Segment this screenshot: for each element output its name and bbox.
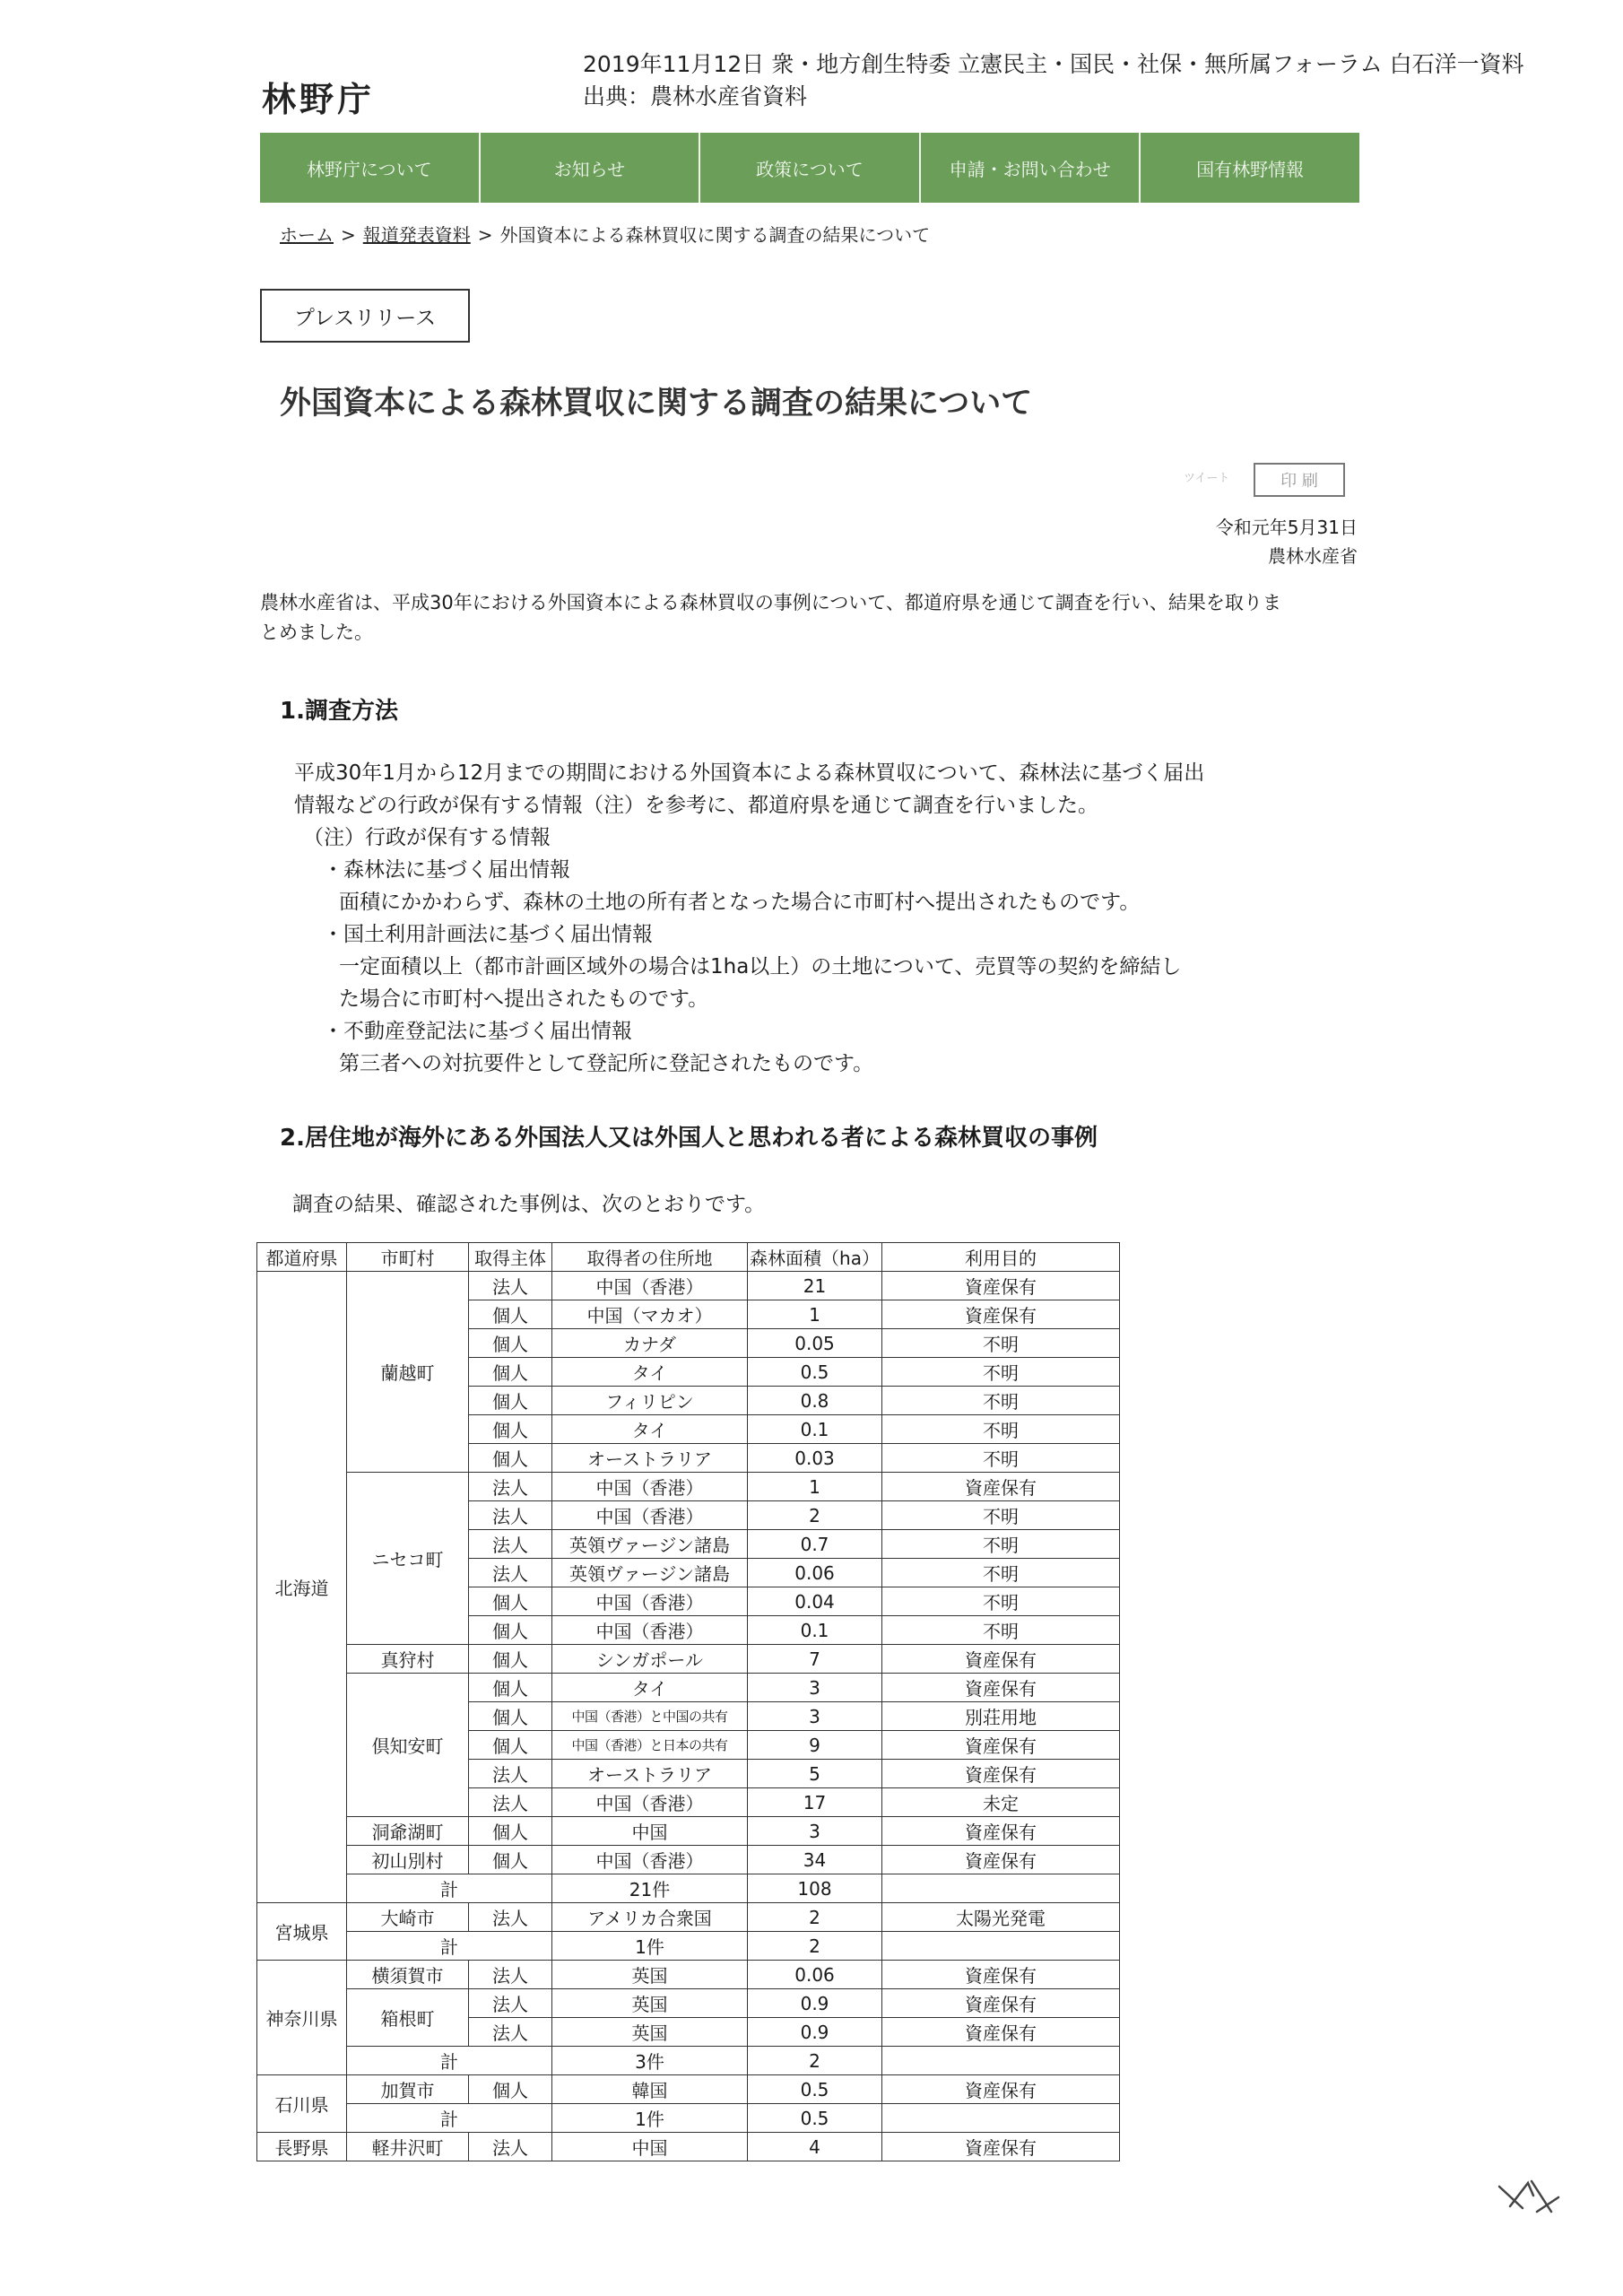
cell-acquirer-type: 個人: [469, 1415, 552, 1444]
breadcrumb-press-link[interactable]: 報道発表資料: [362, 224, 471, 246]
cell-address: 中国（香港）: [552, 1473, 748, 1501]
cell-acquirer-type: 個人: [469, 1444, 552, 1473]
cell-address: タイ: [552, 1358, 748, 1387]
cell-purpose: 資産保有: [882, 2075, 1120, 2104]
cell-subtotal-label: 計: [347, 1874, 552, 1903]
cell-subtotal-label: 計: [347, 2047, 552, 2075]
cell-purpose: 不明: [882, 1559, 1120, 1587]
cell-area: 0.1: [748, 1616, 882, 1645]
breadcrumb-current: 外国資本による森林買収に関する調査の結果について: [499, 224, 931, 246]
table-row: [257, 2133, 1120, 2161]
table-row: [257, 1846, 1120, 1874]
cell-purpose: 不明: [882, 1501, 1120, 1530]
method-bullet-detail: 第三者への対抗要件として登記所に登記されたものです。: [339, 1052, 874, 1075]
cell-purpose: 不明: [882, 1415, 1120, 1444]
cell-purpose: 資産保有: [882, 1961, 1120, 1989]
cases-lead-text: 調査の結果、確認された事例は、次のとおりです。: [292, 1193, 766, 1216]
cell-address: 中国（香港）: [552, 1846, 748, 1874]
cell-purpose: 資産保有: [882, 1760, 1120, 1788]
cell-address: 英領ヴァージン諸島: [552, 1559, 748, 1587]
cell-area: 3: [748, 1702, 882, 1731]
table-row: [257, 1645, 1120, 1674]
cell-address: フィリピン: [552, 1387, 748, 1415]
cell-area: 0.03: [748, 1444, 882, 1473]
cell-address: 韓国: [552, 2075, 748, 2104]
table-row: [257, 1903, 1120, 1932]
cell-purpose: 不明: [882, 1587, 1120, 1616]
cell-acquirer-type: 個人: [469, 1645, 552, 1674]
cell-purpose: 不明: [882, 1444, 1120, 1473]
cell-address: アメリカ合衆国: [552, 1903, 748, 1932]
cell-address: オーストラリア: [552, 1760, 748, 1788]
method-note-heading: （注）行政が保有する情報: [303, 826, 551, 849]
cell-acquirer-type: 法人: [469, 1473, 552, 1501]
handwritten-page-mark: [1496, 2170, 1567, 2224]
cell-address: 中国: [552, 2133, 748, 2161]
cell-address: 中国: [552, 1817, 748, 1846]
method-bullet-detail: 面積にかかわらず、森林の土地の所有者となった場合に市町村へ提出されたものです。: [339, 891, 1141, 914]
method-bullet: ・森林法に基づく届出情報: [323, 858, 570, 882]
global-nav: [260, 133, 1359, 203]
cell-area: 3: [748, 1674, 882, 1702]
col-header-municipality: 市町村: [347, 1243, 469, 1272]
print-button[interactable]: 印 刷: [1254, 463, 1345, 497]
cell-purpose: [882, 2104, 1120, 2133]
cell-municipality: 真狩村: [347, 1645, 469, 1674]
cell-acquirer-type: 個人: [469, 1616, 552, 1645]
cell-area: 0.7: [748, 1530, 882, 1559]
method-line: 平成30年1月から12月までの期間における外国資本による森林買収について、森林法に基づく届出: [294, 761, 1205, 785]
cell-purpose: 資産保有: [882, 2133, 1120, 2161]
nav-item-about[interactable]: 林野庁について: [260, 133, 481, 203]
col-header-prefecture: 都道府県: [257, 1243, 347, 1272]
cell-acquirer-type: 個人: [469, 1846, 552, 1874]
cell-subtotal-area: 2: [748, 2047, 882, 2075]
table-subtotal-row: [257, 2047, 1120, 2075]
table-subtotal-row: [257, 1932, 1120, 1961]
table-row: [257, 1961, 1120, 1989]
cell-purpose: 不明: [882, 1530, 1120, 1559]
forest-purchase-table: [256, 1242, 1120, 2161]
release-date: 令和元年5月31日: [1215, 517, 1358, 538]
intro-line: とめました。: [260, 622, 373, 643]
cell-subtotal-area: 108: [748, 1874, 882, 1903]
cell-purpose: 不明: [882, 1329, 1120, 1358]
cell-address: 中国（香港）と日本の共有: [552, 1731, 748, 1760]
cell-acquirer-type: 法人: [469, 1788, 552, 1817]
cell-area: 0.1: [748, 1415, 882, 1444]
nav-item-national-forest[interactable]: 国有林野情報: [1196, 158, 1305, 180]
press-release-badge: プレスリリース: [260, 289, 470, 343]
cell-subtotal-area: 0.5: [748, 2104, 882, 2133]
method-bullet-detail: た場合に市町村へ提出されたものです。: [339, 987, 709, 1011]
cell-acquirer-type: 法人: [469, 2018, 552, 2047]
handout-annotation-line1: 2019年11月12日 衆・地方創生特委 立憲民主・国民・社保・無所属フォーラム 白石洋一資料: [583, 51, 1524, 77]
cell-purpose: [882, 1932, 1120, 1961]
cell-municipality: 加賀市: [347, 2075, 469, 2104]
cell-municipality: 蘭越町: [347, 1272, 469, 1473]
cell-area: 0.8: [748, 1387, 882, 1415]
cell-acquirer-type: 法人: [469, 1559, 552, 1587]
table-row: [257, 1473, 1120, 1501]
cell-area: 0.06: [748, 1961, 882, 1989]
breadcrumb-home-link[interactable]: ホーム: [280, 224, 334, 246]
cell-acquirer-type: 法人: [469, 1989, 552, 2018]
cell-purpose: 資産保有: [882, 1989, 1120, 2018]
method-bullet: ・不動産登記法に基づく届出情報: [323, 1020, 632, 1043]
table-row: [257, 1674, 1120, 1702]
cell-acquirer-type: 法人: [469, 1501, 552, 1530]
cell-address: 英領ヴァージン諸島: [552, 1530, 748, 1559]
cell-prefecture: 石川県: [257, 2075, 347, 2133]
cell-municipality: 洞爺湖町: [347, 1817, 469, 1846]
cell-area: 1: [748, 1473, 882, 1501]
cell-area: 17: [748, 1788, 882, 1817]
cell-area: 0.9: [748, 1989, 882, 2018]
table-subtotal-row: [257, 1874, 1120, 1903]
cell-municipality: ニセコ町: [347, 1473, 469, 1645]
cell-area: 0.5: [748, 2075, 882, 2104]
section-heading-cases: 2.居住地が海外にある外国法人又は外国人と思われる者による森林買収の事例: [280, 1125, 1098, 1152]
cell-acquirer-type: 法人: [469, 1903, 552, 1932]
cell-acquirer-type: 個人: [469, 1731, 552, 1760]
cell-municipality: 軽井沢町: [347, 2133, 469, 2161]
cell-acquirer-type: 個人: [469, 1587, 552, 1616]
cell-purpose: 資産保有: [882, 1300, 1120, 1329]
cell-address: 英国: [552, 1989, 748, 2018]
cell-acquirer-type: 個人: [469, 1358, 552, 1387]
cell-acquirer-type: 個人: [469, 1674, 552, 1702]
cell-acquirer-type: 個人: [469, 2075, 552, 2104]
section-heading-method: 1.調査方法: [280, 698, 398, 725]
issuing-organization: 農林水産省: [1268, 545, 1358, 567]
cell-area: 5: [748, 1760, 882, 1788]
cell-address: オーストラリア: [552, 1444, 748, 1473]
cell-acquirer-type: 個人: [469, 1817, 552, 1846]
cell-municipality: 大崎市: [347, 1903, 469, 1932]
cell-purpose: [882, 1874, 1120, 1903]
cell-purpose: 資産保有: [882, 1846, 1120, 1874]
cell-purpose: 資産保有: [882, 1645, 1120, 1674]
cell-address: 中国（香港）: [552, 1501, 748, 1530]
col-header-forest-area: 森林面積（ha）: [748, 1243, 882, 1272]
cell-acquirer-type: 法人: [469, 2133, 552, 2161]
cell-area: 3: [748, 1817, 882, 1846]
cell-address: 英国: [552, 1961, 748, 1989]
nav-item-contact[interactable]: 申請・お問い合わせ: [921, 133, 1141, 203]
breadcrumb-separator: >: [341, 224, 356, 246]
cell-purpose: 太陽光発電: [882, 1903, 1120, 1932]
cell-subtotal-label: 計: [347, 2104, 552, 2133]
cell-subtotal-label: 計: [347, 1932, 552, 1961]
cell-area: 21: [748, 1272, 882, 1300]
cell-subtotal-count: 3件: [552, 2047, 748, 2075]
cell-subtotal-count: 21件: [552, 1874, 748, 1903]
table-row: [257, 1989, 1120, 2018]
table-row: [257, 1817, 1120, 1846]
cell-address: 中国（マカオ）: [552, 1300, 748, 1329]
cell-purpose: 資産保有: [882, 2018, 1120, 2047]
cell-acquirer-type: 個人: [469, 1702, 552, 1731]
cell-purpose: 不明: [882, 1616, 1120, 1645]
cell-address: シンガポール: [552, 1645, 748, 1674]
cell-purpose: 資産保有: [882, 1473, 1120, 1501]
cell-purpose: 資産保有: [882, 1272, 1120, 1300]
nav-item-policy[interactable]: 政策について: [700, 133, 921, 203]
nav-item-news[interactable]: お知らせ: [481, 133, 701, 203]
cell-prefecture: 長野県: [257, 2133, 347, 2161]
method-body: [294, 757, 1204, 1080]
cell-purpose: 未定: [882, 1788, 1120, 1817]
method-line: 情報などの行政が保有する情報（注）を参考に、都道府県を通じて調査を行いました。: [294, 794, 1098, 817]
col-header-acquirer-type: 取得主体: [469, 1243, 552, 1272]
cell-purpose: 別荘用地: [882, 1702, 1120, 1731]
cell-acquirer-type: 個人: [469, 1329, 552, 1358]
cell-municipality: 横須賀市: [347, 1961, 469, 1989]
cell-acquirer-type: 個人: [469, 1300, 552, 1329]
cell-prefecture: 北海道: [257, 1272, 347, 1903]
table-header-row: [257, 1243, 1120, 1272]
intro-line: 農林水産省は、平成30年における外国資本による森林買収の事例について、都道府県を通じて調査を行い、結果を取りま: [260, 592, 1281, 613]
cell-subtotal-area: 2: [748, 1932, 882, 1961]
handout-annotation-line2: 出典：農林水産省資料: [583, 83, 808, 109]
cell-area: 1: [748, 1300, 882, 1329]
table-subtotal-row: [257, 2104, 1120, 2133]
cell-purpose: [882, 2047, 1120, 2075]
col-header-acquirer-address: 取得者の住所地: [552, 1243, 748, 1272]
cell-address: 中国（香港）: [552, 1616, 748, 1645]
cell-acquirer-type: 法人: [469, 1760, 552, 1788]
cell-area: 0.9: [748, 2018, 882, 2047]
intro-paragraph: [260, 588, 1359, 648]
cell-prefecture: 宮城県: [257, 1903, 347, 1961]
cell-prefecture: 神奈川県: [257, 1961, 347, 2075]
col-header-purpose: 利用目的: [882, 1243, 1120, 1272]
breadcrumb-separator: >: [477, 224, 493, 246]
breadcrumb: [280, 221, 930, 247]
cell-acquirer-type: 法人: [469, 1961, 552, 1989]
method-bullet-detail: 一定面積以上（都市計画区域外の場合は1ha以上）の土地について、売買等の契約を締結し: [339, 955, 1182, 978]
cell-acquirer-type: 法人: [469, 1530, 552, 1559]
cell-area: 0.06: [748, 1559, 882, 1587]
page-title: 外国資本による森林買収に関する調査の結果について: [280, 386, 1033, 422]
cell-area: 0.5: [748, 1358, 882, 1387]
cell-address: タイ: [552, 1415, 748, 1444]
cell-area: 4: [748, 2133, 882, 2161]
cell-address: 中国（香港）: [552, 1587, 748, 1616]
cell-municipality: 初山別村: [347, 1846, 469, 1874]
cell-area: 2: [748, 1903, 882, 1932]
cell-municipality: 箱根町: [347, 1989, 469, 2047]
cell-address: カナダ: [552, 1329, 748, 1358]
cell-purpose: 不明: [882, 1387, 1120, 1415]
tweet-button[interactable]: ツイート: [1184, 472, 1230, 485]
cell-area: 9: [748, 1731, 882, 1760]
cell-address: 中国（香港）: [552, 1788, 748, 1817]
cell-subtotal-count: 1件: [552, 2104, 748, 2133]
cell-address: 中国（香港）と中国の共有: [552, 1702, 748, 1731]
cell-address: 中国（香港）: [552, 1272, 748, 1300]
cell-area: 2: [748, 1501, 882, 1530]
cell-purpose: 資産保有: [882, 1731, 1120, 1760]
cell-acquirer-type: 法人: [469, 1272, 552, 1300]
cell-address: タイ: [552, 1674, 748, 1702]
cell-acquirer-type: 個人: [469, 1387, 552, 1415]
cell-address: 英国: [552, 2018, 748, 2047]
cell-purpose: 不明: [882, 1358, 1120, 1387]
cell-municipality: 倶知安町: [347, 1674, 469, 1817]
cell-purpose: 資産保有: [882, 1674, 1120, 1702]
cell-area: 0.05: [748, 1329, 882, 1358]
table-row: [257, 2075, 1120, 2104]
cell-purpose: 資産保有: [882, 1817, 1120, 1846]
method-bullet: ・国土利用計画法に基づく届出情報: [323, 923, 653, 946]
table-row: [257, 1272, 1120, 1300]
cell-area: 0.04: [748, 1587, 882, 1616]
cell-area: 7: [748, 1645, 882, 1674]
cell-subtotal-count: 1件: [552, 1932, 748, 1961]
cell-area: 34: [748, 1846, 882, 1874]
site-logo: 林野庁: [262, 80, 376, 119]
